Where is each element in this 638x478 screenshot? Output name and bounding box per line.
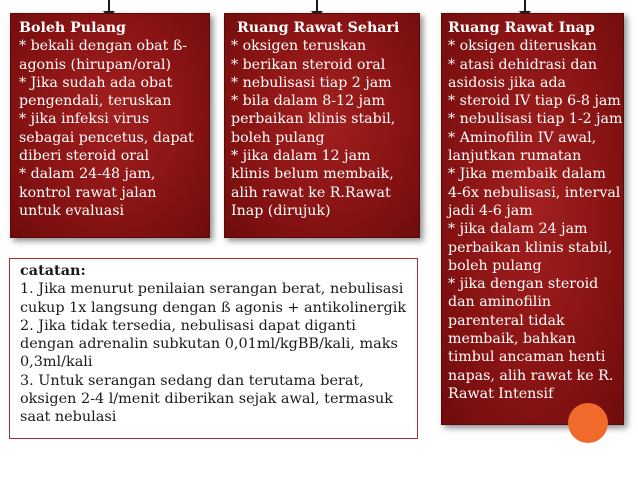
ruang-rawat-inap-box [441,13,624,425]
decorative-circle [568,403,608,443]
box-line: klinis belum membaik, [231,166,394,183]
box-line: 4-6x nebulisasi, interval [448,184,621,201]
boleh-pulang-title: Boleh Pulang [19,20,126,36]
catatan-title: catatan: [20,262,86,279]
box-line: jadi 4-6 jam [448,202,533,219]
box-line: perbaikan klinis stabil, [448,239,613,256]
box-line: boleh pulang [231,129,325,146]
ruang-rawat-sehari-box [224,13,420,238]
box-line: * jika dengan steroid [448,276,599,293]
box-line: * bila dalam 8-12 jam [231,93,385,110]
catatan-line: 1. Jika menurut penilaian serangan berat, nebulisasi [20,281,404,298]
box-line: * dalam 24-48 jam, [19,166,156,183]
catatan-line: saat nebulasi [20,409,117,426]
box-line: Rawat Intensif [448,385,554,402]
box-line: * steroid IV tiap 6-8 jam [448,93,621,110]
box-line: membaik, bahkan [448,331,576,348]
box-line: agonis (hirupan/oral) [19,56,171,73]
box-line: * Jika membaik dalam [448,166,606,183]
box-line: timbul ancaman henti [448,349,606,366]
box-line: diberi steroid oral [19,148,150,165]
box-line: * berikan steroid oral [231,56,386,73]
box-line: perbaikan klinis stabil, [231,111,396,128]
catatan-line: 2. Jika tidak tersedia, nebulisasi dapat diganti [20,317,356,334]
catatan-box [9,258,418,439]
ruang-rawat-inap-title: Ruang Rawat Inap [448,20,595,36]
box-line: alih rawat ke R.Rawat [231,184,391,201]
box-line: * oksigen teruskan [231,38,367,55]
catatan-line: dengan adrenalin subkutan 0,01ml/kgBB/kali, maks [20,336,398,353]
box-line: napas, alih rawat ke R. [448,367,614,384]
box-line: kontrol rawat jalan [19,184,157,201]
box-line: sebagai pencetus, dapat [19,129,194,146]
arrow-to-ruang-rawat-inap [524,0,526,14]
arrow-to-boleh-pulang [108,0,110,14]
catatan-line: 0,3ml/kali [20,354,93,371]
box-line: * jika dalam 12 jam [231,148,371,165]
arrow-to-ruang-rawat-sehari [316,0,318,14]
catatan-line: cukup 1x langsung dengan ß agonis + antikolinergik [20,299,407,316]
box-line: asidosis jika ada [448,74,567,91]
box-line: Inap (dirujuk) [231,202,331,219]
box-line: pengendali, teruskan [19,93,172,110]
ruang-rawat-sehari-title: Ruang Rawat Sehari [237,20,400,36]
box-line: * atasi dehidrasi dan [448,56,598,73]
box-line: boleh pulang [448,257,542,274]
box-line: * jika dalam 24 jam [448,221,588,238]
box-line: * Jika sudah ada obat [19,74,173,91]
box-line: * bekali dengan obat ß- [19,38,188,55]
box-line: parenteral tidak [448,312,565,329]
box-line: * jika infeksi virus [19,111,150,128]
box-line: dan aminofilin [448,294,551,311]
catatan-line: oksigen 2-4 l/menit diberikan sejak awal, termasuk [20,391,393,408]
box-line: lanjutkan rumatan [448,148,582,165]
box-line: * nebulisasi tiap 1-2 jam [448,111,623,128]
box-line: * nebulisasi tiap 2 jam [231,74,392,91]
box-line: * Aminofilin IV awal, [448,129,597,146]
box-line: * oksigen diteruskan [448,38,597,55]
box-line: untuk evaluasi [19,202,125,219]
catatan-line: 3. Untuk serangan sedang dan terutama berat, [20,372,364,389]
boleh-pulang-box [10,13,210,238]
